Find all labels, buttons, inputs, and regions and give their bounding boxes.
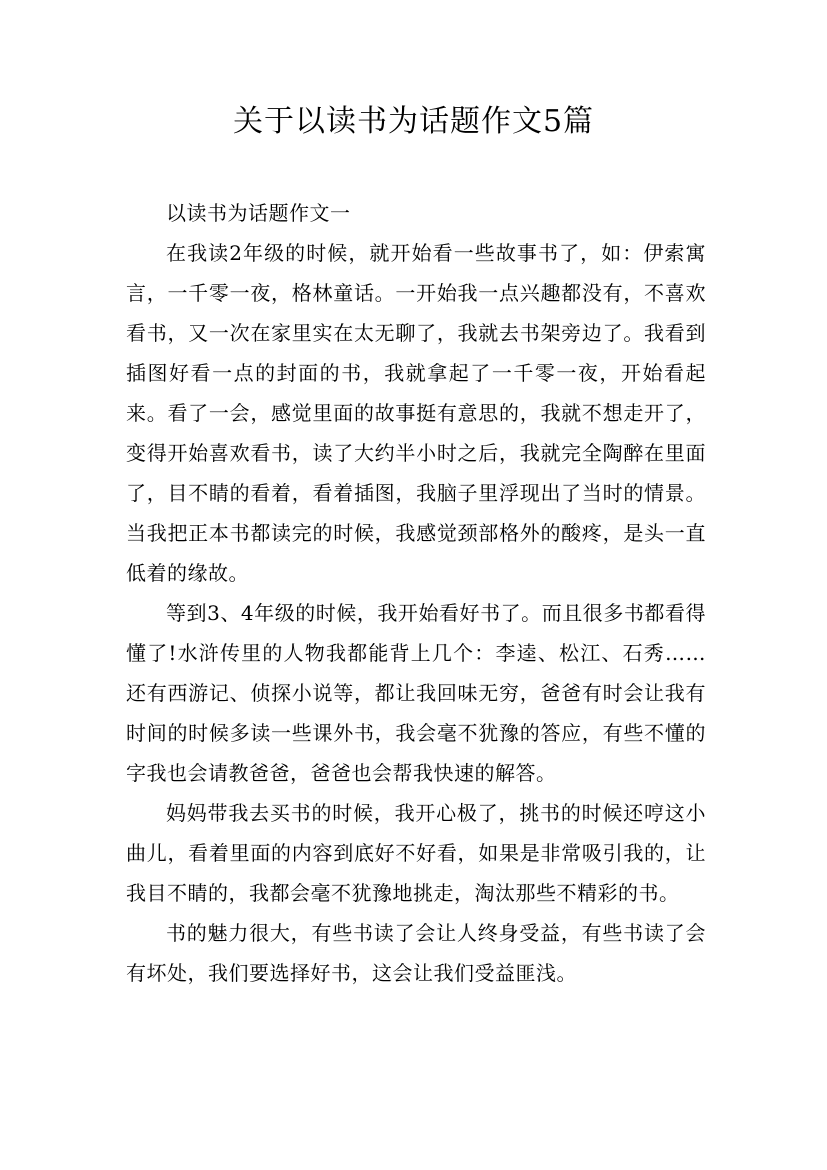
paragraph-1: 在我读2年级的时候，就开始看一些故事书了，如：伊索寓言，一千零一夜，格林童话。一开始我一点兴趣都没有，不喜欢看书，又一次在家里实在太无聊了，我就去书架旁边了。我看到插图好看一点的封面的书，我就拿起了一千零一夜，开始看起来。看了一会，感觉里面的故事挺有意思的，我就不想走开了，变得开始喜欢看书，读了大约半小时之后，我就完全陶醉在里面了，目不睛的看着，看着插图，我脑子里浮现出了当时的情景。当我把正本书都读完的时候，我感觉颈部格外的酸疼，是头一直低着的缘故。 xyxy=(126,241,706,585)
paragraph-4: 书的魅力很大，有些书读了会让人终身受益，有些书读了会有坏处，我们要选择好书，这会让我们受益匪浅。 xyxy=(126,921,706,985)
document-title: 关于以读书为话题作文5篇 xyxy=(232,104,595,139)
section-subtitle: 以读书为话题作文一 xyxy=(166,201,351,225)
document-body xyxy=(126,193,706,993)
paragraph-3: 妈妈带我去买书的时候，我开心极了，挑书的时候还哼这小曲儿，看着里面的内容到底好不好看，如果是非常吸引我的，让我目不睛的，我都会毫不犹豫地挑走，淘汰那些不精彩的书。 xyxy=(126,801,706,905)
paragraph-2: 等到3、4年级的时候，我开始看好书了。而且很多书都看得懂了!水浒传里的人物我都能背上几个：李逵、松江、石秀……还有西游记、侦探小说等，都让我回味无穷，爸爸有时会让我有时间的时候多读一些课外书，我会毫不犹豫的答应，有些不懂的字我也会请教爸爸，爸爸也会帮我快速的解答。 xyxy=(126,601,706,785)
